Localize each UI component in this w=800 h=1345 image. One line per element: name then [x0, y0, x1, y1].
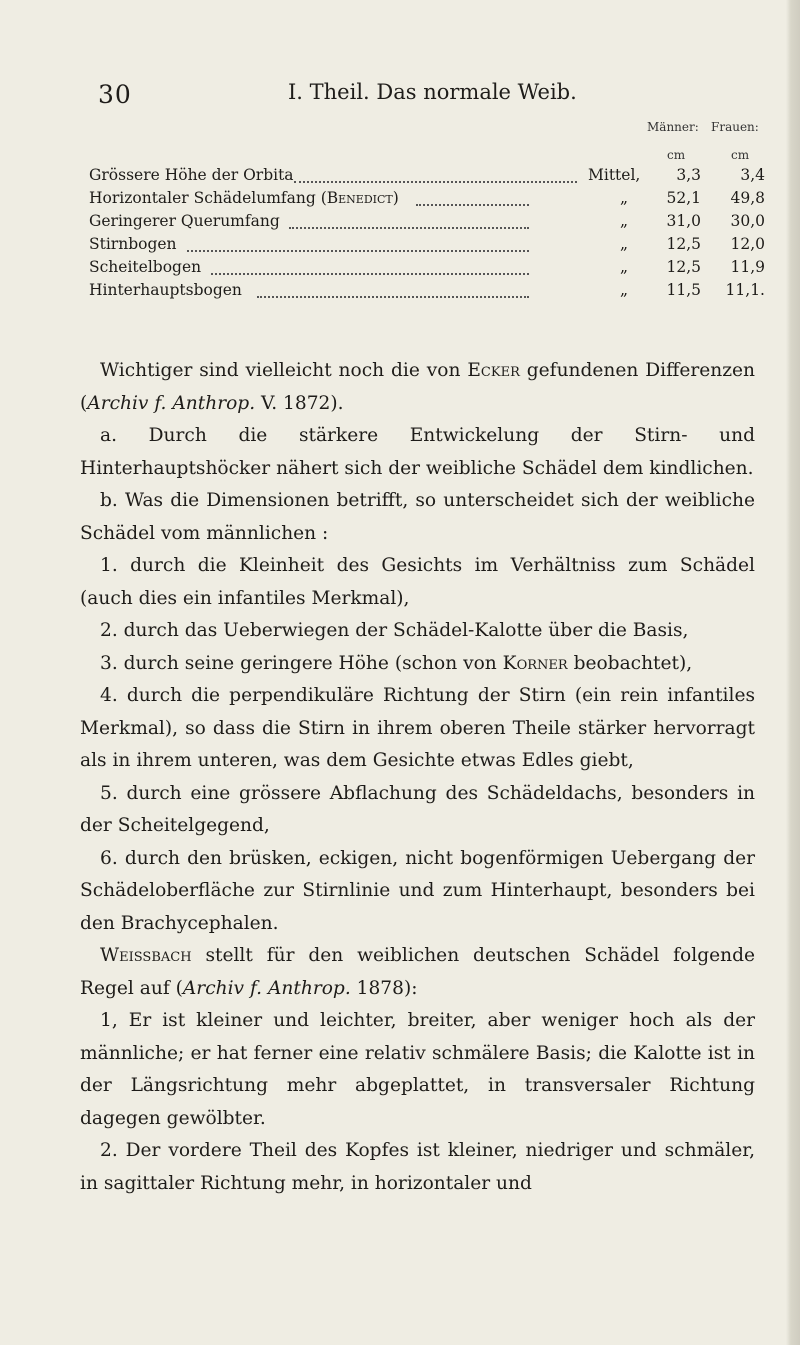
- running-title: I. Theil. Das normale Weib.: [288, 80, 577, 104]
- table-row: [89, 166, 769, 190]
- list-item: 2. Der vordere Theil des Kopfes ist kleiner, niedriger und schmäler, in sagittaler Richtung mehr, in horizontaler und: [80, 1140, 755, 1194]
- header-men: Männer:: [647, 120, 699, 134]
- body-text: [80, 355, 755, 1200]
- page-number: 30: [98, 80, 132, 109]
- list-item: 2. durch das Ueberwiegen der Schädel-Kalotte über die Basis,: [100, 620, 689, 641]
- value-men: 52,1: [666, 189, 701, 207]
- ditto-mark: „: [619, 235, 629, 253]
- dot-leader: [416, 204, 529, 206]
- value-men: 12,5: [666, 235, 701, 253]
- method-label: Mittel,: [588, 166, 641, 184]
- list-item: 5. durch eine grössere Abflachung des Schädeldachs, besonders in der Scheitelgegend,: [80, 782, 755, 836]
- table-row: [89, 189, 769, 213]
- row-label: Stirnbogen: [89, 235, 177, 253]
- paragraph: a. Durch die stärkere Entwickelung der Stirn- und Hinterhauptshöcker nähert sich der weibliche Schädel dem kindlichen.: [80, 425, 755, 479]
- list-item: 4. durch die perpendikuläre Richtung der Stirn (ein rein infantiles Merkmal), so dass die Stirn in ihrem oberen Theile stärker hervorragt als in ihrem unteren, was dem Gesichte etwas Edles giebt,: [80, 685, 755, 771]
- dot-leader: [289, 227, 529, 229]
- list-item: 1. durch die Kleinheit des Gesichts im Verhältniss zum Schädel (auch dies ein infantiles Merkmal),: [80, 555, 755, 609]
- dot-leader: [294, 181, 577, 183]
- paragraph: Wichtiger sind vielleicht noch die von Ecker gefundenen Differenzen (Archiv f. Anthrop. V. 1872).: [80, 360, 755, 414]
- row-label: Horizontaler Schädelumfang (Benedict): [89, 189, 399, 207]
- value-men: 12,5: [666, 258, 701, 276]
- page-header: [98, 80, 698, 110]
- value-men: 3,3: [676, 166, 701, 184]
- table-row: [89, 212, 769, 236]
- value-women: 3,4: [740, 166, 765, 184]
- list-item: 3. durch seine geringere Höhe (schon von Korner beobachtet),: [100, 652, 693, 674]
- value-women: 11,9: [730, 258, 765, 276]
- dot-leader: [257, 296, 529, 298]
- value-women: 12,0: [730, 235, 765, 253]
- ditto-mark: „: [619, 281, 629, 299]
- table-row: [89, 258, 769, 282]
- dot-leader: [211, 273, 529, 275]
- value-men: 11,5: [666, 281, 701, 299]
- dot-leader: [187, 250, 529, 252]
- list-item: 6. durch den brüsken, eckigen, nicht bogenförmigen Uebergang der Schädeloberfläche zur Stirnlinie und zum Hinterhaupt, besonders bei den Brachycephalen.: [80, 847, 755, 934]
- page-edge-shadow: [786, 0, 800, 1345]
- value-men: 31,0: [666, 212, 701, 230]
- ditto-mark: „: [619, 258, 629, 276]
- header-women: Frauen:: [711, 120, 759, 134]
- unit-women: cm: [731, 148, 750, 162]
- ditto-mark: „: [619, 189, 629, 207]
- unit-men: cm: [667, 148, 686, 162]
- row-label: Grössere Höhe der Orbita: [89, 166, 294, 184]
- paragraph: b. Was die Dimensionen betrifft, so unterscheidet sich der weibliche Schädel vom männlichen :: [80, 490, 755, 544]
- row-label: Scheitelbogen: [89, 258, 202, 276]
- ditto-mark: „: [619, 212, 629, 230]
- value-women: 49,8: [730, 189, 765, 207]
- value-women: 11,1.: [725, 281, 765, 299]
- row-label: Geringerer Querumfang: [89, 212, 280, 230]
- value-women: 30,0: [730, 212, 765, 230]
- list-item: 1, Er ist kleiner und leichter, breiter, aber weniger hoch als der männliche; er hat ferner eine relativ schmälere Basis; die Kalotte ist in der Längsrichtung mehr abgeplattet, in transversaler Richtung dagegen gewölbter.: [80, 1010, 755, 1129]
- paragraph: Weissbach stellt für den weiblichen deutschen Schädel folgende Regel auf (Archiv f. Anthrop. 1878):: [80, 945, 755, 999]
- table-row: [89, 281, 769, 305]
- row-label: Hinterhauptsbogen: [89, 281, 242, 299]
- table-row: [89, 235, 769, 259]
